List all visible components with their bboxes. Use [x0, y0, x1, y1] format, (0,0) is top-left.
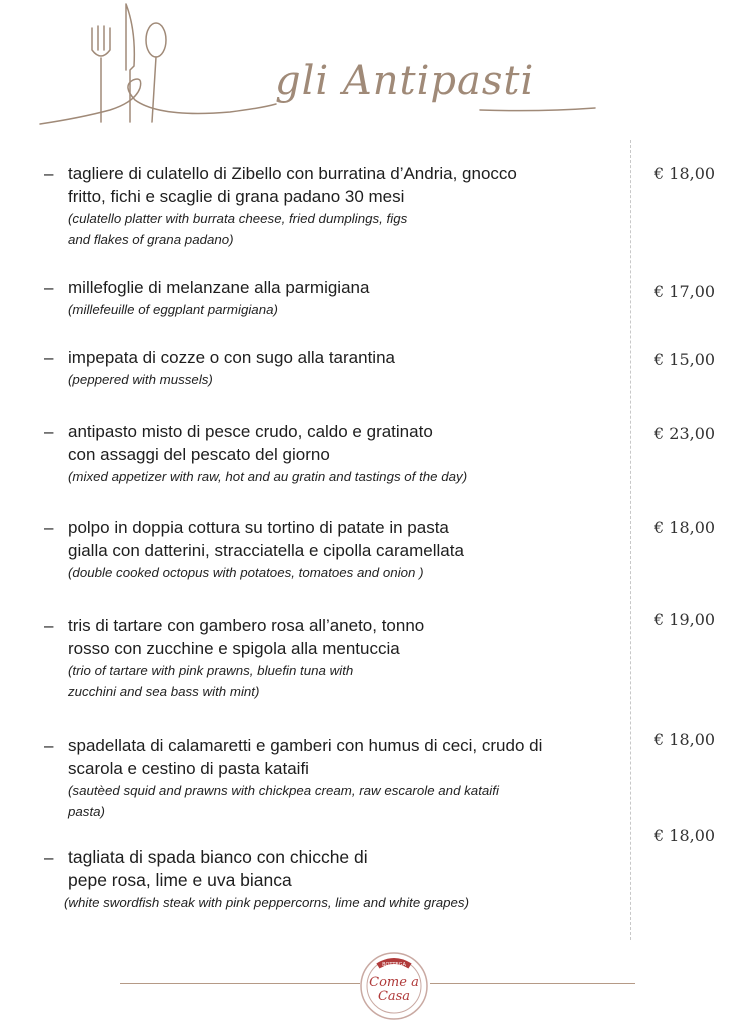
dish-price: € 18,00: [654, 730, 716, 749]
restaurant-logo: [358, 950, 430, 1022]
dish-translation: (double cooked octopus with potatoes, tomatoes and onion ): [68, 565, 424, 580]
dish-price: € 18,00: [654, 518, 716, 537]
dish-name: polpo in doppia cottura su tortino di patate in pasta gialla con datterini, stracciatella e cipolla caramellata: [68, 518, 464, 560]
svg-text:Casa: Casa: [377, 989, 411, 1004]
dish-translation: (white swordfish steak with pink peppercorns, lime and white grapes): [64, 895, 470, 910]
dish-price: € 19,00: [654, 610, 716, 629]
dish-name: antipasto misto di pesce crudo, caldo e gratinato con assaggi del pescato del giorno: [68, 422, 433, 464]
bullet-dash: –: [44, 848, 54, 867]
menu-item: [44, 162, 604, 250]
bullet-dash: –: [44, 348, 54, 367]
dish-name: tagliata di spada bianco con chicche di pepe rosa, lime e uva bianca: [68, 847, 368, 890]
dish-translation: (sautèed squid and prawns with chickpea cream, raw escarole and kataifi pasta): [68, 783, 499, 819]
dish-name: impepata di cozze o con sugo alla tarantina: [68, 348, 395, 367]
bullet-dash: –: [44, 278, 54, 297]
dish-translation: (culatello platter with burrata cheese, fried dumplings, figs and flakes of grana padano): [68, 211, 408, 247]
menu-item: [44, 276, 604, 320]
dish-translation: (trio of tartare with pink prawns, bluefin tuna with zucchini and sea bass with mint): [68, 663, 354, 699]
menu-item: [44, 420, 604, 487]
dish-translation: (mixed appetizer with raw, hot and au gratin and tastings of the day): [68, 469, 468, 484]
dish-translation: (peppered with mussels): [68, 372, 213, 387]
svg-text:Come a: Come a: [369, 975, 419, 990]
dish-price: € 18,00: [654, 164, 716, 183]
bullet-dash: –: [44, 518, 54, 537]
bullet-dash: –: [44, 422, 54, 441]
dish-name: millefoglie di melanzane alla parmigiana: [68, 278, 370, 297]
dish-translation: (millefeuille of eggplant parmigiana): [68, 302, 278, 317]
bullet-dash: –: [44, 164, 54, 183]
menu-item: [44, 846, 604, 913]
dish-price: € 23,00: [654, 424, 716, 443]
footer-divider-right: [430, 983, 635, 984]
footer-divider-left: [120, 983, 360, 984]
svg-text:BOTTEGA: BOTTEGA: [382, 962, 406, 968]
menu-item: [44, 346, 604, 390]
price-column-divider: [630, 140, 631, 940]
menu-item: [44, 614, 604, 702]
dish-price: € 18,00: [654, 826, 716, 845]
bullet-dash: –: [44, 736, 54, 755]
menu-item: [44, 734, 624, 822]
dish-price: € 15,00: [654, 350, 716, 369]
dish-name: spadellata di calamaretti e gamberi con humus di ceci, crudo di scarola e cestino di pasta kataifi: [68, 736, 543, 778]
bullet-dash: –: [44, 616, 54, 635]
dish-name: tris di tartare con gambero rosa all’aneto, tonno rosso con zucchine e spigola alla mentuccia: [68, 616, 425, 658]
dish-price: € 17,00: [654, 282, 716, 301]
page-title: gli Antipasti: [275, 58, 535, 104]
menu-item: [44, 516, 604, 583]
dish-name: tagliere di culatello di Zibello con burratina d’Andria, gnocco fritto, fichi e scaglie di grana padano 30 mesi: [68, 164, 517, 206]
